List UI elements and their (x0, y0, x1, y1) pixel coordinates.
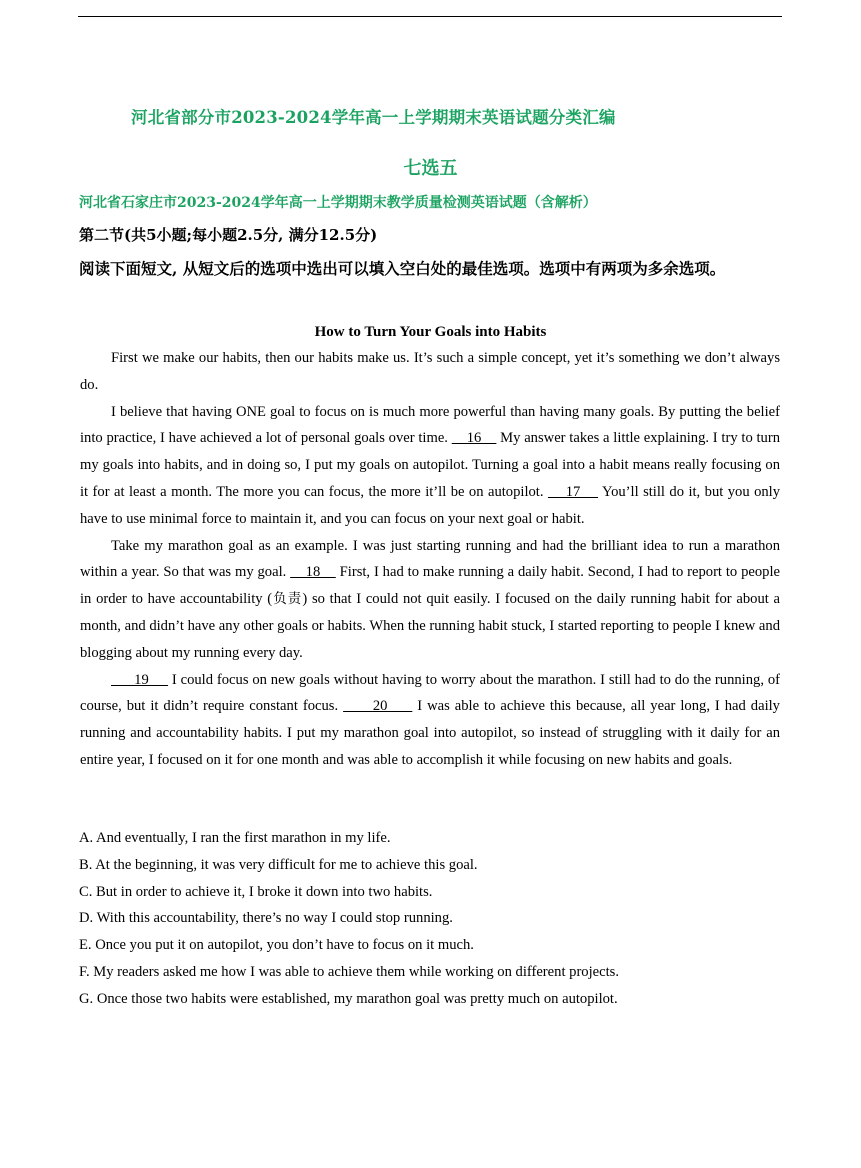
paragraph-2-text-c: You’ll still do it, but you only have to use minimal force to maintain it, and you can focus on your next goal or habit. (80, 483, 781, 527)
paragraph-3-text-a: Take my marathon goal as an example. I was just starting running and had the brilliant idea to run a marathon within a year. So that was my goal. (80, 537, 780, 581)
paragraph-1 (80, 345, 780, 399)
paragraph-2 (80, 399, 780, 533)
blank-18: 18 (290, 564, 336, 581)
instruction-text: 阅读下面短文, 从短文后的选项中选出可以填入空白处的最佳选项。选项中有两项为多余选项。 (79, 259, 726, 278)
main-title: 河北省部分市2023-2024学年高一上学期期末英语试题分类汇编 (131, 108, 616, 127)
blank-19: 19 (111, 671, 169, 688)
paragraph-3 (80, 533, 780, 667)
option-c: C. But in order to achieve it, I broke it down into two habits. (79, 883, 433, 900)
option-f: F. My readers asked me how I was able to achieve them while working on different projects. (79, 963, 619, 980)
sub-title: 七选五 (403, 158, 458, 179)
option-d: D. With this accountability, there’s no way I could stop running. (79, 910, 453, 927)
header-rule (78, 16, 782, 17)
paragraph-4 (80, 667, 780, 774)
blank-17: 17 (547, 483, 599, 500)
option-g: G. Once those two habits were established, my marathon goal was pretty much on autopilot. (79, 990, 618, 1007)
paragraph-3-text-c: ) so that I could not quit easily. I focused on the daily running habit for about a month, and didn’t have any other goals or habits. When the running habit stuck, I started reporting to people I knew and blogging about my running every day. (80, 591, 781, 661)
paragraph-1-text: First we make our habits, then our habits make us. It’s such a simple concept, yet it’s something we don’t always do. (80, 350, 780, 393)
paragraph-4-text-b: I was able to achieve this because, all year long, I had daily running and accountability habits. I put my marathon goal into autopilot, so instead of struggling with it daily for an entire year, I focused on it for one month and was able to accomplish it while focusing on new habits and goals. (80, 698, 780, 768)
option-e: E. Once you put it on autopilot, you don’t have to focus on it much. (79, 937, 474, 954)
passage-body (80, 345, 780, 774)
paragraph-2-text-b: My answer takes a little explaining. I try to turn my goals into habits, and in doing so, I put my goals on autopilot. Turning a goal into a habit means really focusing on it for at least a month. The more you can focus, the more it’ll be on autopilot. (80, 430, 781, 500)
paragraph-3-gloss: 负责 (272, 591, 303, 608)
blank-20: 20 (343, 698, 413, 715)
paragraph-3-text-b: First, I had to make running a daily habit. Second, I had to report to people in order to have accountability ( (80, 564, 780, 608)
source-line: 河北省石家庄市2023-2024学年高一上学期期末教学质量检测英语试题（含解析） (79, 195, 597, 211)
section-heading: 第二节(共5小题;每小题2.5分, 满分12.5分) (79, 226, 378, 244)
options-list (79, 825, 799, 1013)
paragraph-4-text-a: I could focus on new goals without having to worry about the marathon. I still had to do the running, of course, but it didn’t require constant focus. (80, 671, 780, 715)
option-b: B. At the beginning, it was very difficult for me to achieve this goal. (79, 856, 478, 873)
paragraph-2-text-a: I believe that having ONE goal to focus on is much more powerful than having many goals. By putting the belief into practice, I have achieved a lot of personal goals over time. (80, 403, 780, 447)
passage-title: How to Turn Your Goals into Habits (314, 324, 547, 340)
option-a: A. And eventually, I ran the first marathon in my life. (79, 830, 391, 846)
blank-16: 16 (451, 430, 497, 447)
